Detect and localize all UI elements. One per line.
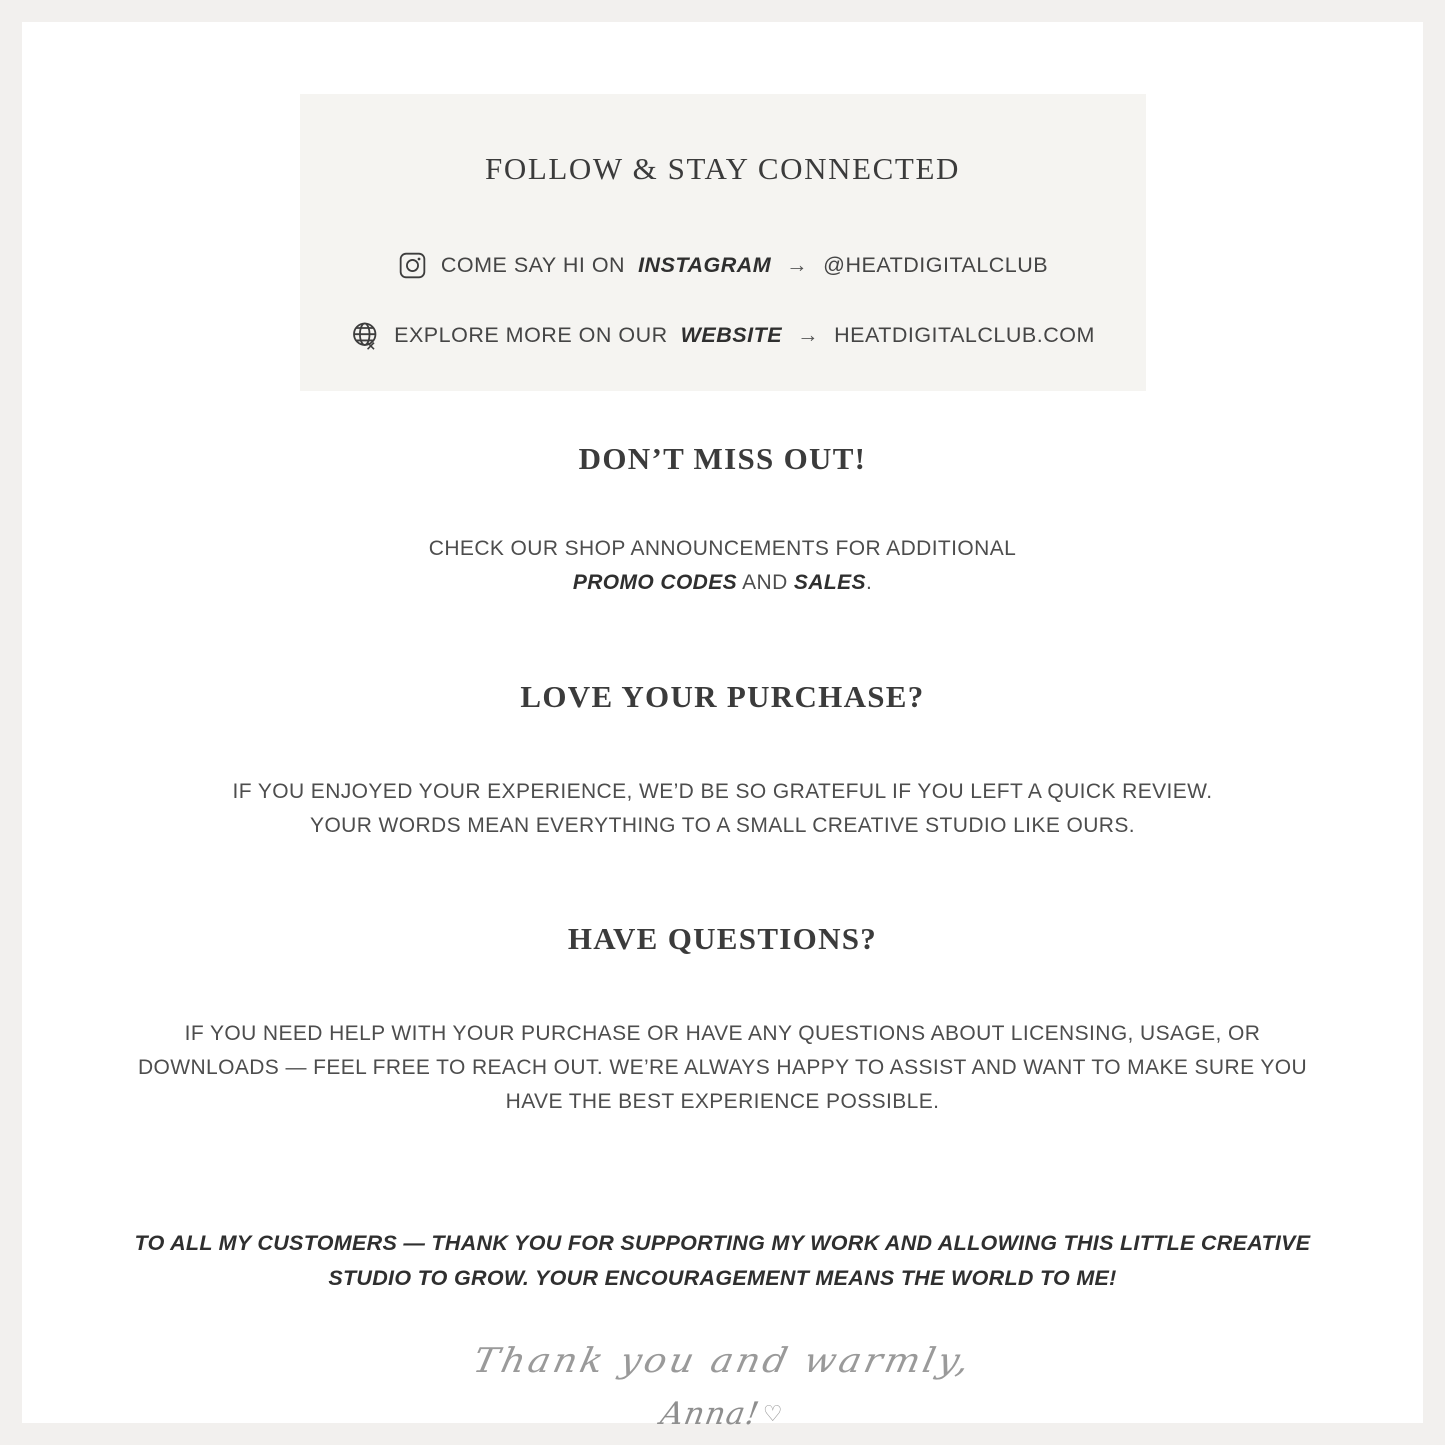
follow-section xyxy=(300,94,1146,391)
love-purchase-body: IF YOU ENJOYED YOUR EXPERIENCE, WE’D BE SO GRATEFUL IF YOU LEFT A QUICK REVIEW. YOUR WORDS MEAN EVERYTHING TO A SMALL CREATIVE STUDIO LIKE OURS. xyxy=(232,779,1213,837)
sales-emphasis: SALES xyxy=(793,571,866,595)
website-emphasis: WEBSITE xyxy=(680,322,783,347)
signature-line: Thank you and warmly, xyxy=(469,1340,976,1381)
have-questions-body: IF YOU NEED HELP WITH YOUR PURCHASE OR HAVE ANY QUESTIONS ABOUT LICENSING, USAGE, OR DOWNLOADS — FEEL FREE TO REACH OUT. WE’RE ALWAYS HAPPY TO ASSIST AND WANT TO MAKE SURE YOU HAVE THE BEST EXPERIENCE POSSIBLE. xyxy=(137,1021,1308,1113)
instagram-icon xyxy=(397,250,428,281)
dont-miss-body xyxy=(273,532,1173,600)
instagram-row[interactable] xyxy=(397,250,1048,281)
instagram-arrow-icon: → xyxy=(786,252,809,277)
promo-codes-emphasis: PROMO CODES xyxy=(572,571,738,595)
follow-title: FOLLOW & STAY CONNECTED xyxy=(485,150,960,186)
instagram-handle[interactable]: @HEATDIGITALCLUB xyxy=(823,252,1049,277)
website-prefix: EXPLORE MORE ON OUR xyxy=(394,322,668,347)
signature-name: Anna! xyxy=(657,1396,763,1433)
signature-name-row xyxy=(658,1396,787,1432)
dont-miss-line1: CHECK OUR SHOP ANNOUNCEMENTS FOR ADDITIONAL xyxy=(428,537,1017,561)
globe-icon xyxy=(350,320,381,351)
dont-miss-period: . xyxy=(865,571,873,595)
dont-miss-title: DON’T MISS OUT! xyxy=(578,440,867,476)
closing-note: TO ALL MY CUSTOMERS — THANK YOU FOR SUPPORTING MY WORK AND ALLOWING THIS LITTLE CREATIVE STUDIO TO GROW. YOUR ENCOURAGEMENT MEANS THE WORLD TO ME! xyxy=(134,1230,1311,1290)
dont-miss-and: AND xyxy=(737,571,794,595)
website-arrow-icon: → xyxy=(797,322,820,347)
signature xyxy=(469,1339,976,1433)
have-questions-title: HAVE QUESTIONS? xyxy=(567,920,878,956)
heart-icon: ♡ xyxy=(763,1401,784,1427)
love-purchase-title: LOVE YOUR PURCHASE? xyxy=(520,679,925,715)
website-url[interactable]: HEATDIGITALCLUB.COM xyxy=(834,322,1095,347)
website-row[interactable] xyxy=(350,320,1095,351)
instagram-prefix: COME SAY HI ON xyxy=(440,252,626,277)
document-card xyxy=(22,22,1423,1433)
instagram-emphasis: INSTAGRAM xyxy=(638,252,772,277)
